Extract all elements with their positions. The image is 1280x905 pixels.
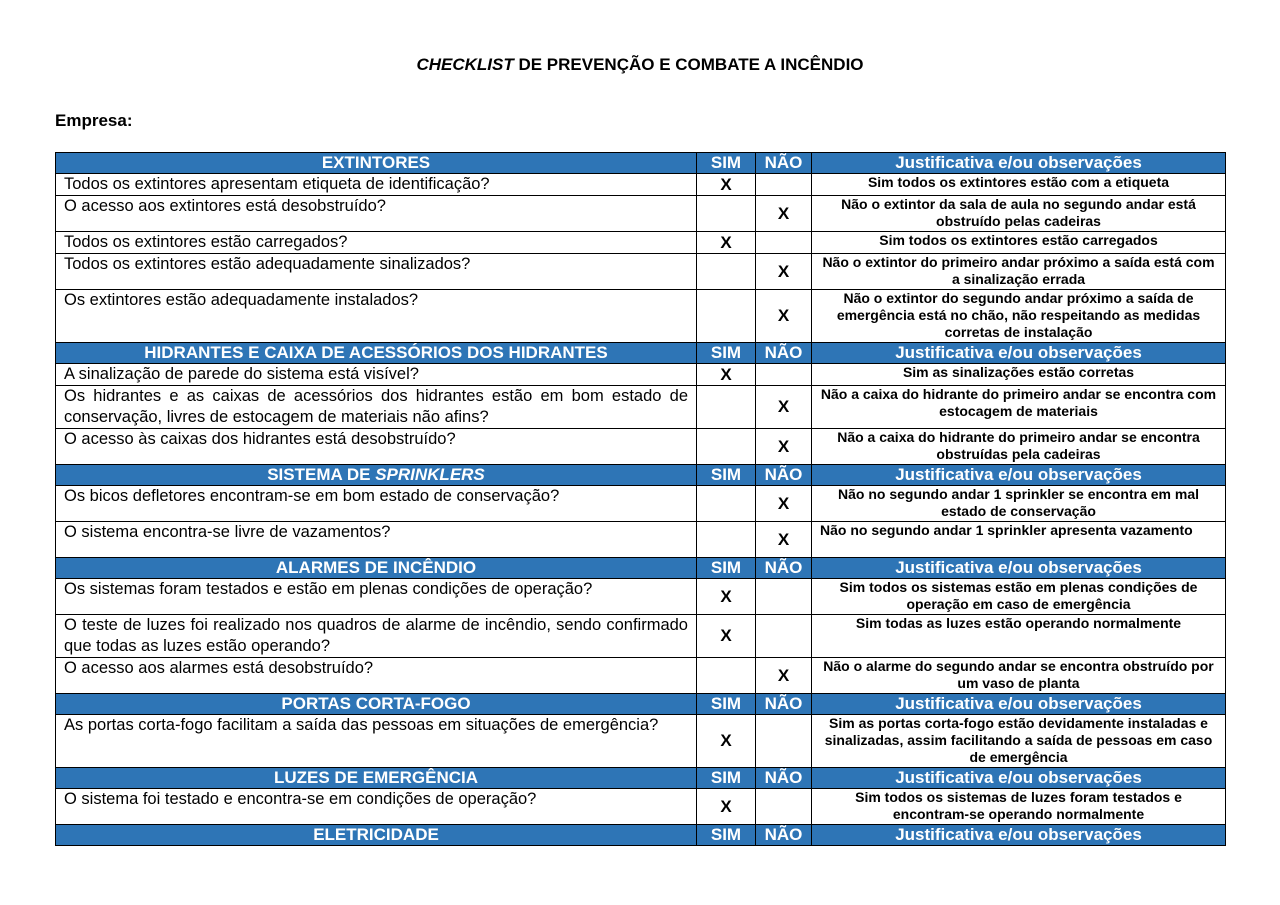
section-header-hidrantes [56, 343, 1226, 364]
obs-column-header: Justificativa e/ou observações [812, 465, 1226, 486]
nao-mark: X [756, 290, 812, 343]
sim-mark [697, 290, 756, 343]
section-title-text: SISTEMA DE [267, 465, 376, 484]
sim-column-header: SIM [697, 465, 756, 486]
nao-mark: X [756, 429, 812, 465]
sim-column-header: SIM [697, 343, 756, 364]
table-row [56, 196, 1226, 232]
table-row [56, 486, 1226, 522]
table-row [56, 715, 1226, 768]
section-header-portas [56, 694, 1226, 715]
obs-column-header: Justificativa e/ou observações [812, 153, 1226, 174]
observation-cell: Não o extintor do segundo andar próximo a saída de emergência está no chão, não respeitando as medidas corretas de instalação [812, 290, 1226, 343]
question-cell: Todos os extintores apresentam etiqueta de identificação? [56, 174, 697, 196]
sim-mark [697, 386, 756, 429]
table-row [56, 364, 1226, 386]
sim-mark [697, 658, 756, 694]
section-title: ELETRICIDADE [56, 825, 697, 846]
table-row [56, 429, 1226, 465]
section-title-italic: SPRINKLERS [375, 465, 485, 484]
sim-mark: X [697, 615, 756, 658]
observation-cell: Sim todos os extintores estão com a etiqueta [812, 174, 1226, 196]
sim-mark [697, 522, 756, 558]
question-cell: Os hidrantes e as caixas de acessórios dos hidrantes estão em bom estado de conservação, livres de estocagem de materiais não afins? [56, 386, 697, 429]
table-row [56, 254, 1226, 290]
checklist-table [55, 152, 1226, 846]
question-cell: A sinalização de parede do sistema está visível? [56, 364, 697, 386]
nao-mark: X [756, 386, 812, 429]
observation-cell: Não a caixa do hidrante do primeiro andar se encontra obstruídas pela cadeiras [812, 429, 1226, 465]
document-title [0, 55, 1280, 75]
question-cell: O acesso aos extintores está desobstruído? [56, 196, 697, 232]
nao-mark [756, 232, 812, 254]
nao-mark: X [756, 522, 812, 558]
section-title [56, 465, 697, 486]
sim-mark [697, 486, 756, 522]
sim-column-header: SIM [697, 153, 756, 174]
sim-mark: X [697, 715, 756, 768]
question-cell: O acesso às caixas dos hidrantes está desobstruído? [56, 429, 697, 465]
question-cell: Todos os extintores estão carregados? [56, 232, 697, 254]
sim-mark [697, 429, 756, 465]
question-cell: O acesso aos alarmes está desobstruído? [56, 658, 697, 694]
table-row [56, 522, 1226, 558]
section-title: HIDRANTES E CAIXA DE ACESSÓRIOS DOS HIDRANTES [56, 343, 697, 364]
question-cell: Todos os extintores estão adequadamente sinalizados? [56, 254, 697, 290]
observation-cell: Sim todos os sistemas estão em plenas condições de operação em caso de emergência [812, 579, 1226, 615]
sim-mark: X [697, 174, 756, 196]
nao-mark: X [756, 658, 812, 694]
sim-column-header: SIM [697, 825, 756, 846]
section-title: EXTINTORES [56, 153, 697, 174]
sim-column-header: SIM [697, 768, 756, 789]
sim-mark: X [697, 579, 756, 615]
table-row [56, 386, 1226, 429]
section-header-alarmes [56, 558, 1226, 579]
section-title: ALARMES DE INCÊNDIO [56, 558, 697, 579]
nao-column-header: NÃO [756, 465, 812, 486]
obs-column-header: Justificativa e/ou observações [812, 343, 1226, 364]
question-cell: Os bicos defletores encontram-se em bom estado de conservação? [56, 486, 697, 522]
table-row [56, 658, 1226, 694]
observation-cell: Não no segundo andar 1 sprinkler apresenta vazamento [812, 522, 1226, 558]
section-title: LUZES DE EMERGÊNCIA [56, 768, 697, 789]
observation-cell: Sim as sinalizações estão corretas [812, 364, 1226, 386]
title-rest: DE PREVENÇÃO E COMBATE A INCÊNDIO [513, 55, 864, 74]
observation-cell: Sim as portas corta-fogo estão devidamente instaladas e sinalizadas, assim facilitando a saída de pessoas em caso de emergência [812, 715, 1226, 768]
section-header-sprinklers [56, 465, 1226, 486]
title-italic-part: CHECKLIST [416, 55, 514, 74]
nao-column-header: NÃO [756, 694, 812, 715]
nao-mark: X [756, 196, 812, 232]
sim-mark [697, 254, 756, 290]
table-row [56, 174, 1226, 196]
section-header-extintores [56, 153, 1226, 174]
observation-cell: Não a caixa do hidrante do primeiro andar se encontra com estocagem de materiais [812, 386, 1226, 429]
section-header-eletricidade [56, 825, 1226, 846]
question-cell: Os sistemas foram testados e estão em plenas condições de operação? [56, 579, 697, 615]
observation-cell: Sim todos os extintores estão carregados [812, 232, 1226, 254]
obs-column-header: Justificativa e/ou observações [812, 825, 1226, 846]
nao-mark [756, 174, 812, 196]
question-cell: Os extintores estão adequadamente instalados? [56, 290, 697, 343]
obs-column-header: Justificativa e/ou observações [812, 694, 1226, 715]
table-row [56, 615, 1226, 658]
section-header-luzes [56, 768, 1226, 789]
obs-column-header: Justificativa e/ou observações [812, 558, 1226, 579]
sim-column-header: SIM [697, 558, 756, 579]
nao-column-header: NÃO [756, 825, 812, 846]
obs-column-header: Justificativa e/ou observações [812, 768, 1226, 789]
nao-column-header: NÃO [756, 768, 812, 789]
question-cell: As portas corta-fogo facilitam a saída das pessoas em situações de emergência? [56, 715, 697, 768]
observation-cell: Não o extintor da sala de aula no segundo andar está obstruído pelas cadeiras [812, 196, 1226, 232]
sim-mark: X [697, 232, 756, 254]
question-cell: O sistema encontra-se livre de vazamentos? [56, 522, 697, 558]
nao-column-header: NÃO [756, 343, 812, 364]
table-row [56, 579, 1226, 615]
nao-mark [756, 579, 812, 615]
table-row [56, 789, 1226, 825]
sim-mark: X [697, 364, 756, 386]
nao-column-header: NÃO [756, 558, 812, 579]
observation-cell: Sim todos os sistemas de luzes foram testados e encontram-se operando normalmente [812, 789, 1226, 825]
nao-mark [756, 789, 812, 825]
sim-column-header: SIM [697, 694, 756, 715]
table-row [56, 290, 1226, 343]
nao-mark [756, 364, 812, 386]
question-cell: O teste de luzes foi realizado nos quadros de alarme de incêndio, sendo confirmado que todas as luzes estão operando? [56, 615, 697, 658]
nao-mark: X [756, 486, 812, 522]
question-cell: O sistema foi testado e encontra-se em condições de operação? [56, 789, 697, 825]
sim-mark [697, 196, 756, 232]
observation-cell: Não no segundo andar 1 sprinkler se encontra em mal estado de conservação [812, 486, 1226, 522]
observation-cell: Não o extintor do primeiro andar próximo a saída está com a sinalização errada [812, 254, 1226, 290]
observation-cell: Sim todas as luzes estão operando normalmente [812, 615, 1226, 658]
observation-cell: Não o alarme do segundo andar se encontra obstruído por um vaso de planta [812, 658, 1226, 694]
nao-column-header: NÃO [756, 153, 812, 174]
sim-mark: X [697, 789, 756, 825]
section-title: PORTAS CORTA-FOGO [56, 694, 697, 715]
table-row [56, 232, 1226, 254]
nao-mark [756, 715, 812, 768]
nao-mark [756, 615, 812, 658]
company-label: Empresa: [55, 111, 133, 130]
nao-mark: X [756, 254, 812, 290]
